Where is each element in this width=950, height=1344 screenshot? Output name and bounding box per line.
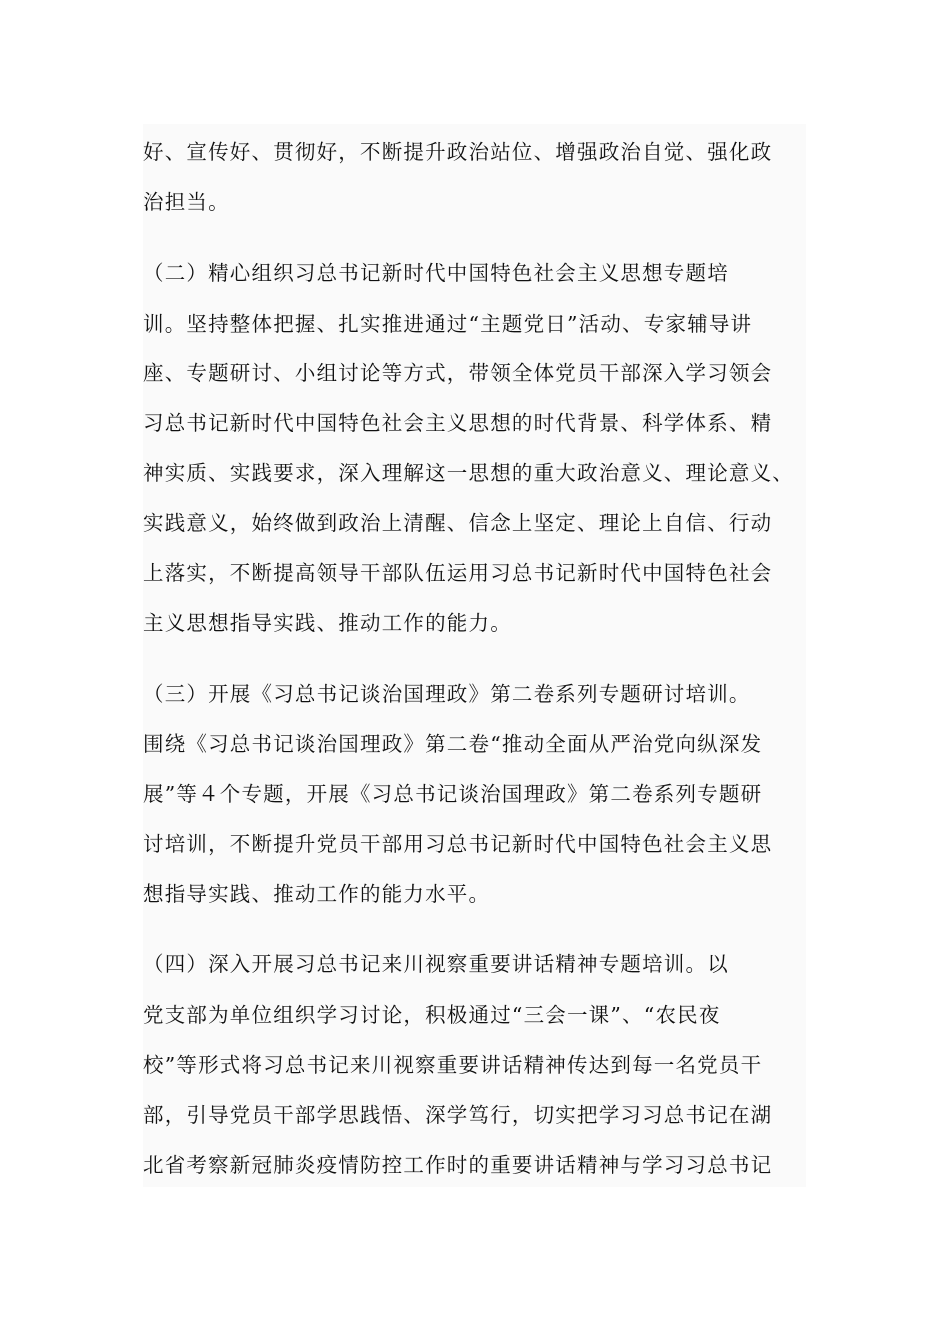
text-line: 上落实，不断提高领导干部队伍运用习总书记新时代中国特色社会: [143, 561, 773, 585]
text-line: 北省考察新冠肺炎疫情防控工作时的重要讲话精神与学习习总书记: [143, 1153, 773, 1177]
paragraph-2-first-line: （二）精心组织习总书记新时代中国特色社会主义思想专题培: [143, 261, 729, 285]
text-line: 主义思想指导实践、推动工作的能力。: [143, 611, 512, 635]
paragraph-3-first-line: （三）开展《习总书记谈治国理政》第二卷系列专题研讨培训。: [143, 682, 751, 706]
text-line: 展”等４个专题，开展《习总书记谈治国理政》第二卷系列专题研: [143, 782, 763, 806]
text-line: 座、专题研讨、小组讨论等方式，带领全体党员干部深入学习领会: [143, 361, 773, 385]
text-line: 实践意义，始终做到政治上清醒、信念上坚定、理论上自信、行动: [143, 511, 773, 535]
text-line: 好、宣传好、贯彻好，不断提升政治站位、增强政治自觉、强化政: [143, 140, 773, 164]
text-line: 想指导实践、推动工作的能力水平。: [143, 882, 491, 906]
text-line: 校”等形式将习总书记来川视察重要讲话精神传达到每一名党员干: [143, 1053, 763, 1077]
text-line: 部，引导党员干部学思践悟、深学笃行，切实把学习习总书记在湖: [143, 1103, 773, 1127]
text-line: 治担当。: [143, 190, 230, 214]
text-line: 讨培训，不断提升党员干部用习总书记新时代中国特色社会主义思: [143, 832, 773, 856]
text-line: 训。坚持整体把握、扎实推进通过“主题党日”活动、专家辅导讲: [143, 312, 753, 336]
text-line: 围绕《习总书记谈治国理政》第二卷“推动全面从严治党向纵深发: [143, 732, 763, 756]
paragraph-4-first-line: （四）深入开展习总书记来川视察重要讲话精神专题培训。以: [143, 952, 729, 976]
text-line: 神实质、实践要求，深入理解这一思想的重大政治意义、理论意义、: [143, 461, 794, 485]
text-line: 习总书记新时代中国特色社会主义思想的时代背景、科学体系、精: [143, 411, 773, 435]
text-line: 党支部为单位组织学习讨论，积极通过“三会一课”、“农民夜: [143, 1003, 721, 1027]
